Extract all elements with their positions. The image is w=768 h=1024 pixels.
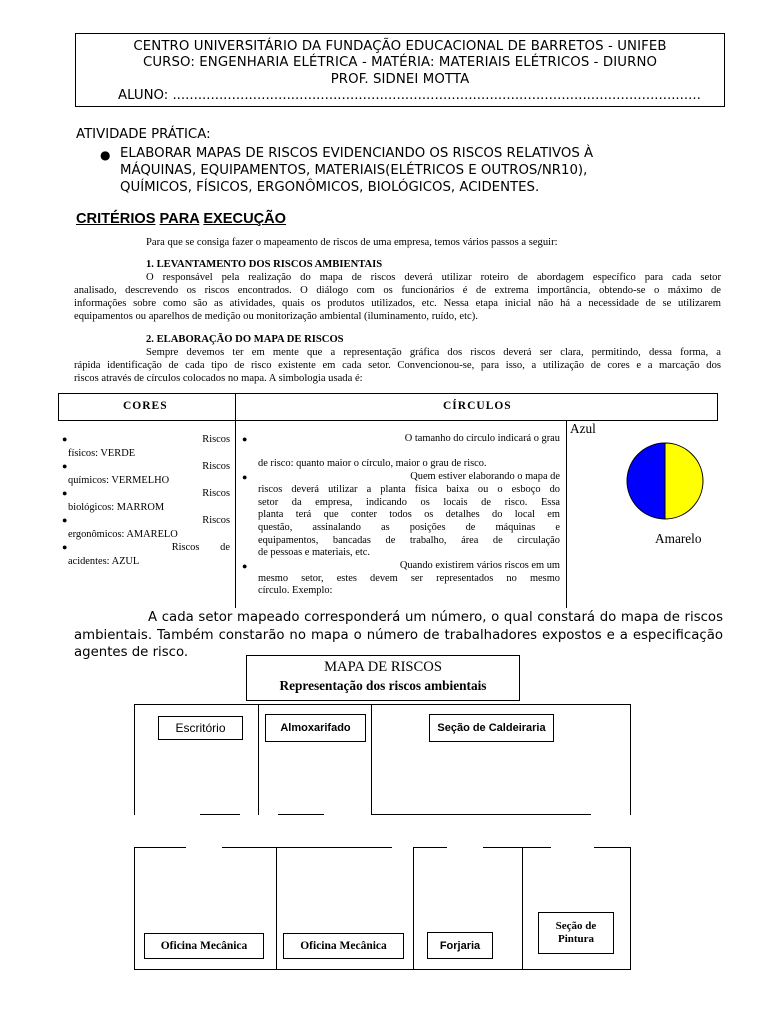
list-item: ● Riscos de acidentes: AZUL [62, 542, 230, 567]
bullet-icon: ● [62, 488, 68, 498]
section2-line: Sempre devemos ter em mente que a representação gráfica dos riscos deverá ser clara, permitindo, dessa forma, a [146, 347, 721, 358]
bullet-icon: ● [242, 434, 248, 444]
bullet-icon: ● [62, 515, 68, 525]
example-label-azul: Azul [570, 421, 596, 436]
example-risk-circle [625, 441, 705, 521]
section2-body [74, 346, 721, 385]
table-header-circulos: CÍRCULOS [443, 400, 512, 412]
criteria-heading-word: EXECUÇÃO [203, 211, 287, 227]
activity-line: ELABORAR MAPAS DE RISCOS EVIDENCIANDO OS RISCOS RELATIVOS À [120, 146, 594, 161]
institution-name: CENTRO UNIVERSITÁRIO DA FUNDAÇÃO EDUCACIONAL DE BARRETOS - UNIFEB [133, 39, 667, 54]
sector-paragraph: A cada setor mapeado corresponderá um número, o qual constará do mapa de riscos ambientais. Também constarão no mapa o número de trabalhadores expostos e a especificação agentes de risco. [74, 610, 723, 660]
room-almoxarifado: Almoxarifado [265, 714, 366, 742]
map-subtitle: Representação dos riscos ambientais [279, 678, 487, 693]
section1-line: O responsável pela realização do mapa de riscos deverá utilizar roteiro de abordagem específico para cada setor [146, 272, 721, 283]
room-oficina-mecanica-2: Oficina Mecânica [283, 933, 404, 959]
criteria-heading-word: PARA [159, 211, 200, 227]
room-secao-pintura: Seção de Pintura [538, 912, 614, 954]
section1-body [74, 271, 721, 323]
example-label-amarelo: Amarelo [655, 531, 702, 546]
section2-line: rápida identificação de cada tipo de risco existente em cada setor. Convencionou-se, para isso, a utilização de cores e a marcação dos [74, 360, 721, 371]
list-item: ● Quem estiver elaborando o mapa de riscos deverá utilizar a planta física baixa ou o esboço do setor da empresa, indicando os locais de risco. Essa planta terá que conter todos os detalhes do local em questão, assinalando as posições de máquinas e equipamentos, bancadas de trabalho, área de circulação de pessoas e materiais, etc. [242, 471, 560, 559]
list-item: ● Riscos químicos: VERMELHO [62, 461, 230, 486]
room-oficina-mecanica-1: Oficina Mecânica [144, 933, 264, 959]
student-field[interactable]: ALUNO: ............................................................................................................................. [118, 88, 701, 103]
symbology-table [58, 393, 718, 608]
circle-half-yellow [665, 443, 703, 519]
list-item: ● Quando existirem vários riscos em um mesmo setor, estes devem ser representados no mesmo círculo. Exemplo: [242, 559, 560, 597]
header-box [75, 33, 725, 107]
criteria-heading [76, 211, 286, 227]
activity-text [120, 145, 593, 196]
section1-line: informações sobre como são as atividades, quais os produtos utilizados, etc. Nessa etapa inicial não há a necessidade de se utilizarem [74, 298, 721, 309]
criteria-heading-word: CRITÉRIOS [76, 211, 156, 227]
map-title-box [246, 655, 520, 701]
list-item: ● Riscos ergonômicos: AMARELO [62, 515, 230, 540]
colors-list [62, 433, 230, 568]
bullet-icon: ● [242, 560, 248, 571]
list-item: ● O tamanho do círculo indicará o grau de risco: quanto maior o círculo, maior o grau de risco. [242, 433, 560, 470]
table-header-cores: CORES [123, 400, 168, 412]
activity-line: MÁQUINAS, EQUIPAMENTOS, MATERIAIS(ELÉTRICOS E OUTROS/NR10), [120, 163, 588, 178]
list-item: ● Riscos biológicos: MARROM [62, 488, 230, 513]
map-title: MAPA DE RISCOS [324, 659, 442, 675]
bullet-icon: ● [62, 542, 68, 552]
room-forjaria: Forjaria [427, 932, 493, 959]
bullet-icon: ● [62, 434, 68, 444]
bullet-icon: ● [242, 472, 248, 483]
section1-line: analisado, descrevendo os riscos encontrados. O diálogo com os funcionários é de extrema importância, obtendo-se o máximo de [74, 285, 721, 296]
activity-title: ATIVIDADE PRÁTICA: [76, 127, 211, 142]
section1-line: equipamentos ou aparelhos de medição ou monitorização ambiental (iluminamento, ruído, etc). [74, 311, 478, 322]
room-caldeiraria: Seção de Caldeiraria [429, 714, 554, 742]
professor-line: PROF. SIDNEI MOTTA [330, 72, 470, 87]
bullet-icon: ● [62, 461, 68, 471]
room-escritorio: Escritório [158, 716, 243, 740]
bullet-icon: ● [100, 148, 111, 162]
section2-line: riscos através de círculos colocados no mapa. A simbologia usada é: [74, 373, 363, 384]
section2-title: 2. ELABORAÇÃO DO MAPA DE RISCOS [146, 334, 344, 345]
criteria-intro: Para que se consiga fazer o mapeamento de riscos de uma empresa, temos vários passos a seguir: [146, 237, 558, 248]
course-line: CURSO: ENGENHARIA ELÉTRICA - MATÉRIA: MATERIAIS ELÉTRICOS - DIURNO [142, 55, 658, 70]
activity-line: QUÍMICOS, FÍSICOS, ERGONÔMICOS, BIOLÓGICOS, ACIDENTES. [120, 180, 540, 195]
section1-title: 1. LEVANTAMENTO DOS RISCOS AMBIENTAIS [146, 259, 383, 270]
circle-half-blue [627, 443, 665, 519]
list-item: ● Riscos físicos: VERDE [62, 434, 230, 459]
circles-list [240, 433, 560, 598]
